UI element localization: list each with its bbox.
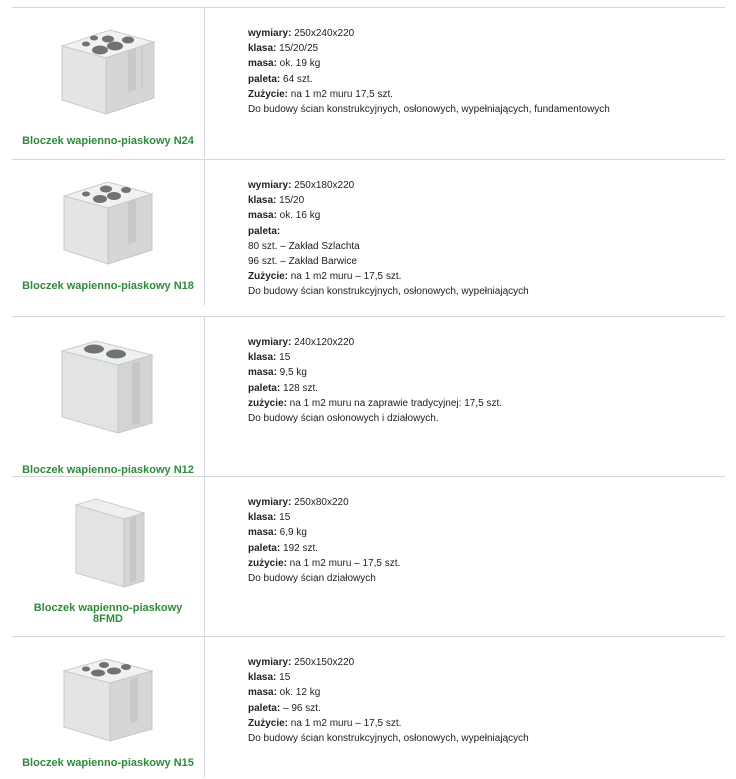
spec-line: [248, 495, 400, 510]
spec-label: wymiary:: [248, 497, 292, 508]
block-n24-icon: [58, 20, 158, 118]
spec-label: paleta:: [248, 542, 281, 554]
spec-value: Do budowy ścian konstrukcyjnych, osłonowych, wypełniających: [248, 286, 529, 298]
product-image-cell: [12, 477, 205, 635]
spec-line: [248, 284, 529, 299]
spec-value: ok. 16 kg: [276, 210, 321, 222]
spec-line: [248, 556, 400, 571]
spec-value: na 1 m2 muru 17,5 szt.: [288, 88, 394, 100]
spec-label: wymiary:: [248, 180, 292, 191]
spec-value: ok. 19 kg: [276, 58, 321, 70]
spec-line: [248, 701, 529, 716]
block-n12-icon: [58, 333, 158, 437]
spec-value: na 1 m2 muru – 17,5 szt.: [288, 271, 402, 283]
block-n18-icon: [58, 172, 158, 268]
product-name[interactable]: Bloczek wapienno-piaskowy N12: [22, 464, 194, 476]
spec-value: na 1 m2 muru – 17,5 szt.: [288, 717, 402, 729]
spec-label: klasa:: [248, 352, 277, 364]
spec-line: [248, 396, 502, 411]
spec-line: [248, 655, 529, 670]
spec-label: masa:: [248, 367, 277, 379]
product-image-cell: [12, 8, 205, 158]
spec-line: [248, 41, 610, 56]
product-specs: [248, 655, 529, 746]
spec-line: [248, 731, 529, 746]
spec-line: [248, 685, 529, 700]
spec-value: 250x150x220: [291, 657, 355, 668]
spec-line: [248, 269, 529, 284]
spec-line: [248, 102, 610, 117]
spec-value: 250x240x220: [291, 28, 355, 39]
spec-label: wymiary:: [248, 657, 292, 668]
product-name[interactable]: Bloczek wapienno-piaskowy N24: [22, 135, 194, 147]
spec-label: zużycie:: [248, 557, 287, 569]
product-specs: [248, 26, 610, 117]
spec-value: 15: [276, 512, 291, 524]
spec-value: Do budowy ścian konstrukcyjnych, osłonowych, wypełniających: [248, 733, 529, 745]
spec-value: 9,5 kg: [276, 367, 307, 379]
spec-label: masa:: [248, 687, 277, 699]
spec-value: – 96 szt.: [280, 702, 321, 714]
spec-label: Zużycie:: [248, 271, 289, 283]
spec-label: klasa:: [248, 195, 277, 207]
spec-line: [248, 571, 400, 586]
spec-line: [248, 350, 502, 365]
spec-value: 15/20: [276, 195, 305, 207]
spec-line: [248, 26, 610, 41]
spec-line: [248, 510, 400, 525]
spec-line: [248, 239, 529, 254]
product-row: [12, 159, 725, 317]
product-row: [12, 636, 725, 779]
spec-label: paleta:: [248, 382, 281, 394]
spec-line: [248, 411, 502, 426]
spec-value: ok. 12 kg: [276, 687, 321, 699]
product-specs: [248, 178, 529, 300]
spec-value: 128 szt.: [280, 382, 319, 394]
spec-value: 15/20/25: [276, 43, 319, 55]
spec-label: paleta:: [248, 73, 281, 85]
product-image-cell: [12, 160, 205, 305]
spec-label: klasa:: [248, 512, 277, 524]
spec-label: masa:: [248, 58, 277, 70]
spec-line: [248, 716, 529, 731]
spec-value: 250x180x220: [291, 180, 355, 191]
spec-label: klasa:: [248, 672, 277, 684]
product-row: [12, 7, 725, 160]
spec-value: Do budowy ścian osłonowych i działowych.: [248, 413, 439, 425]
spec-label: masa:: [248, 210, 277, 222]
spec-value: Do budowy ścian działowych: [248, 573, 376, 585]
spec-line: [248, 193, 529, 208]
spec-line: [248, 381, 502, 396]
spec-line: [248, 178, 529, 193]
spec-label: masa:: [248, 527, 277, 539]
spec-line: [248, 525, 400, 540]
spec-line: [248, 365, 502, 380]
spec-value: 240x120x220: [291, 337, 355, 348]
spec-line: [248, 56, 610, 71]
product-name[interactable]: Bloczek wapienno-piaskowy 8FMD: [33, 602, 183, 625]
spec-line: [248, 254, 529, 269]
spec-label: paleta:: [248, 225, 281, 237]
spec-label: klasa:: [248, 43, 277, 55]
spec-value: 192 szt.: [280, 542, 319, 554]
spec-value: 15: [276, 352, 291, 364]
spec-value: na 1 m2 muru na zaprawie tradycyjnej: 17,5 szt.: [286, 397, 503, 409]
spec-label: wymiary:: [248, 337, 292, 348]
product-name[interactable]: Bloczek wapienno-piaskowy N18: [22, 280, 194, 292]
spec-label: Zużycie:: [248, 88, 289, 100]
spec-label: Zużycie:: [248, 717, 289, 729]
spec-value: 6,9 kg: [276, 527, 307, 539]
spec-line: [248, 208, 529, 223]
product-image-cell: [12, 637, 205, 777]
spec-line: [248, 224, 529, 239]
product-image-cell: [12, 317, 205, 475]
spec-value: 80 szt. – Zakład Szlachta: [248, 240, 360, 252]
spec-line: [248, 72, 610, 87]
spec-line: [248, 670, 529, 685]
spec-value: Do budowy ścian konstrukcyjnych, osłonowych, wypełniających, fundamentowych: [248, 104, 610, 116]
product-specs: [248, 495, 400, 586]
spec-value: 64 szt.: [280, 73, 313, 85]
product-name[interactable]: Bloczek wapienno-piaskowy N15: [22, 757, 194, 769]
spec-label: wymiary:: [248, 28, 292, 39]
spec-value: na 1 m2 muru – 17,5 szt.: [286, 557, 401, 569]
product-row: [12, 476, 725, 637]
block-8fmd-icon: [72, 491, 148, 591]
spec-line: [248, 541, 400, 556]
spec-value: 250x80x220: [291, 497, 349, 508]
spec-label: zużycie:: [248, 397, 287, 409]
block-n15-icon: [58, 649, 158, 745]
spec-label: paleta:: [248, 702, 281, 714]
spec-line: [248, 87, 610, 102]
spec-line: [248, 335, 502, 350]
spec-value: 15: [276, 672, 291, 684]
product-specs: [248, 335, 502, 426]
spec-value: 96 szt. – Zakład Barwice: [248, 256, 357, 268]
product-row: [12, 316, 725, 477]
